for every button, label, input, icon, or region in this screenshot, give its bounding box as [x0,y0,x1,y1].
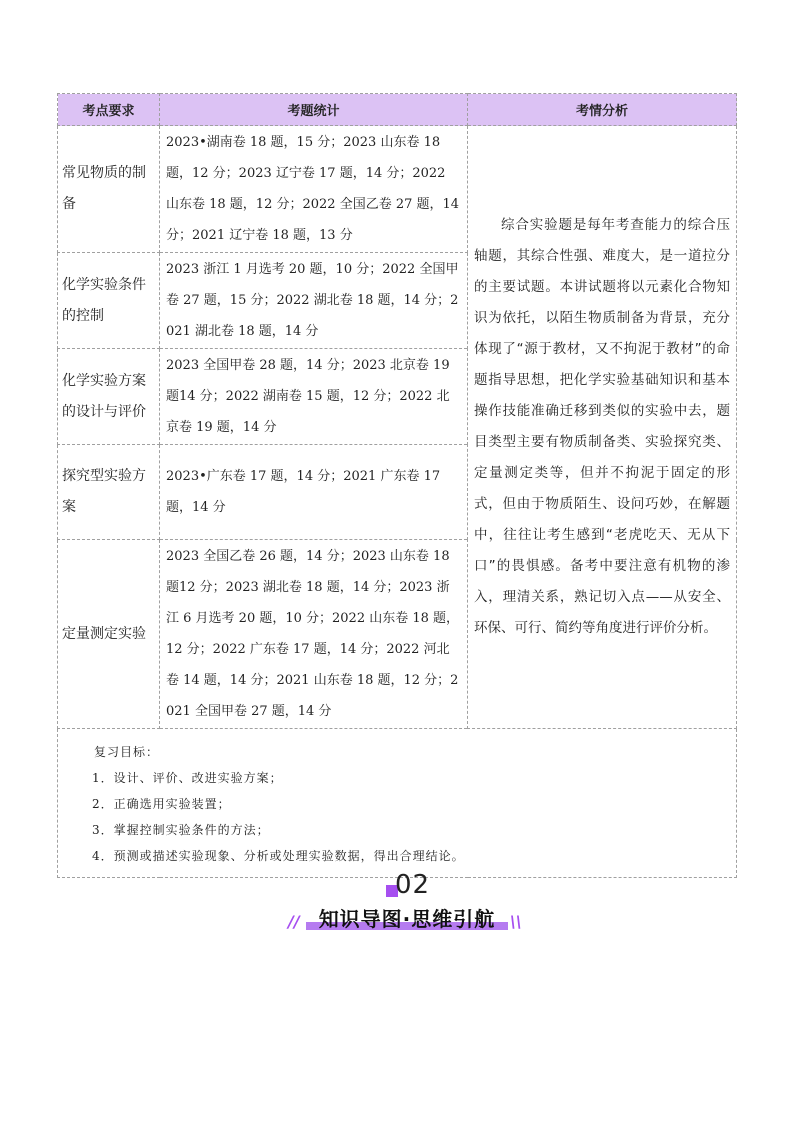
review-goal-item: 4．预测或描述实验现象、分析或处理实验数据，得出合理结论。 [92,849,465,863]
table-row [58,126,737,253]
exam-analysis-table [57,93,737,878]
review-goals-cell [58,729,737,878]
stats-cell: 2023 浙江 1 月选考 20 题，10 分；2022 全国甲卷 27 题，15 分；2022 湖北卷 18 题，14 分；2021 湖北卷 18 题，14 分 [160,253,468,349]
header-requirements: 考点要求 [58,94,160,126]
review-goals-row [58,729,737,878]
topic-cell: 化学实验条件的控制 [58,253,160,349]
right-slash-decoration: \\ [510,912,522,931]
topic-cell: 常见物质的制备 [58,126,160,253]
review-goal-item: 3．掌握控制实验条件的方法； [92,823,270,837]
stats-cell: 2023•广东卷 17 题，14 分；2021 广东卷 17 题，14 分 [160,445,468,540]
topic-cell: 化学实验方案的设计与评价 [58,349,160,445]
review-goals-title: 复习目标： [94,745,160,759]
review-goal-item: 2．正确选用实验装置； [92,797,231,811]
analysis-cell: 综合实验题是每年考查能力的综合压轴题，其综合性强、难度大，是一道拉分的主要试题。本讲试题将以元素化合物知识为依托，以陌生物质制备为背景，充分体现了“源于教材，又不拘泥于教材”的命题指导思想，把化学实验基础知识和基本操作技能准确迁移到类似的实验中去，题目类型主要有物质制备类、实验探究类、定量测定类等，但并不拘泥于固定的形式，但由于物质陌生、设问巧妙，在解题中，往往让考生感到“老虎吃天、无从下口”的畏惧感。备考中要注意有机物的渗入，理清关系，熟记切入点——从安全、环保、可行、简约等角度进行评价分析。 [468,126,737,729]
section-title: 知识导图·思维引航 [318,907,496,931]
stats-cell: 2023 全国甲卷 28 题，14 分；2023 北京卷 19 题14 分；2022 湖南卷 15 题，12 分；2022 北京卷 19 题，14 分 [160,349,468,445]
left-slash-decoration: // [288,912,300,931]
topic-cell: 探究型实验方案 [58,445,160,540]
table-header-row [58,94,737,126]
review-goal-item: 1．设计、评价、改进实验方案； [92,771,283,785]
topic-cell: 定量测定实验 [58,540,160,729]
stats-cell: 2023 全国乙卷 26 题，14 分；2023 山东卷 18 题12 分；2023 湖北卷 18 题，14 分；2023 浙江 6 月选考 20 题，10 分；2022 山东卷 18 题，12 分；2022 广东卷 17 题，14 分；2022 河北卷 14 题，14 分；2021 山东卷 18 题，12 分；2021 全国甲卷 27 题，14 分 [160,540,468,729]
header-analysis: 考情分析 [468,94,737,126]
stats-cell: 2023•湖南卷 18 题，15 分；2023 山东卷 18 题，12 分；2023 辽宁卷 17 题，14 分；2022 山东卷 18 题，12 分；2022 全国乙卷 27 题，14 分；2021 辽宁卷 18 题，13 分 [160,126,468,253]
section-number: 02 [395,870,431,900]
header-statistics: 考题统计 [160,94,468,126]
